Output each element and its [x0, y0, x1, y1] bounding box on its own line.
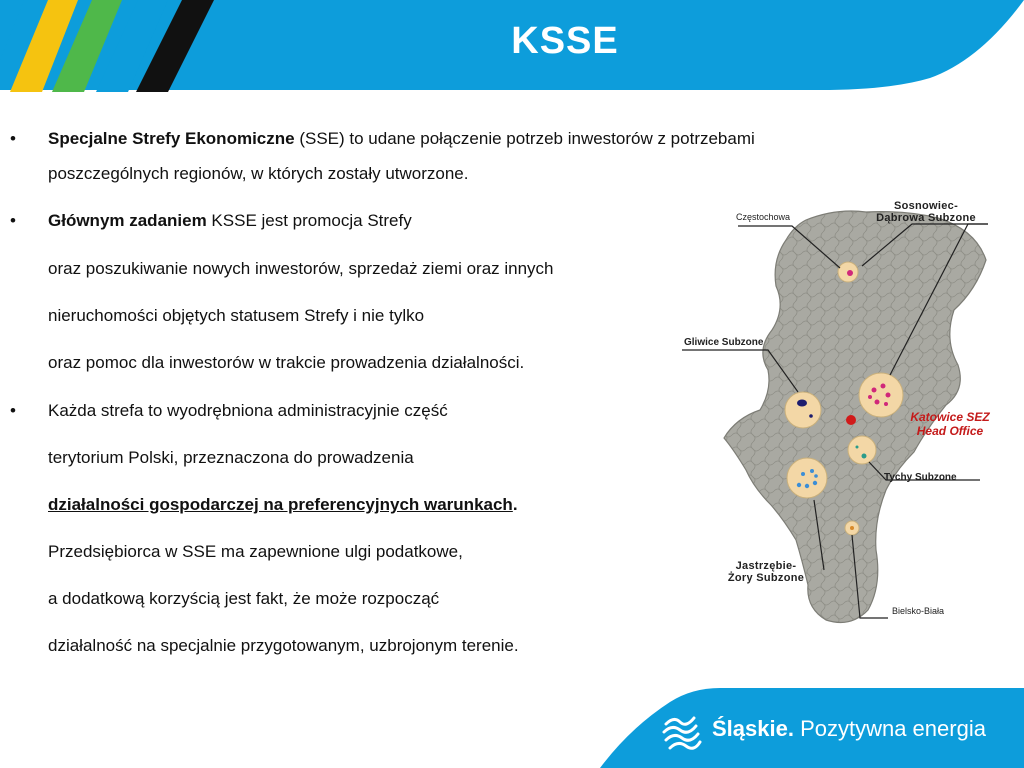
bullet-2-rest: KSSE jest promocja Strefy: [206, 211, 412, 230]
label-katowice-head-office: [904, 410, 996, 438]
label-sosnowiec-line-1: Sosnowiec-: [893, 200, 959, 212]
bullet-2: •: [10, 211, 16, 230]
bullet-2-line-4: oraz pomoc dla inwestorów w trakcie prowadzenia działalności.: [48, 353, 525, 372]
brand-slogan: [712, 716, 986, 742]
label-czestochowa: Częstochowa: [736, 212, 791, 222]
label-jastrzebie-subzone: [708, 560, 824, 584]
brand-tagline: Pozytywna energia: [793, 716, 986, 741]
bullet-2-line-3: nieruchomości objętych statusem Strefy i nie tylko: [48, 306, 425, 325]
label-katowice-line-1: Katowice SEZ: [910, 410, 990, 424]
label-katowice-line-2: Head Office: [916, 424, 984, 438]
bullet-1-bold: Specjalne Strefy Ekonomiczne: [48, 129, 295, 148]
label-sosnowiec-line-2: Dąbrowa Subzone: [876, 212, 976, 224]
ksse-subzones-map: [676, 190, 996, 630]
header-band: [0, 0, 1024, 92]
bullet-3-line-5: a dodatkową korzyścią jest fakt, że może rozpocząć: [48, 589, 440, 608]
bullet-2-bold: Głównym zadaniem: [48, 211, 207, 230]
label-sosnowiec-subzone: [862, 200, 990, 224]
label-jastrzebie-line-1: Jastrzębie-: [735, 560, 797, 572]
footer-band: [600, 688, 1024, 768]
bullet-2-line-1: [48, 210, 412, 232]
label-gliwice-subzone: Gliwice Subzone: [684, 337, 764, 348]
label-bielsko-biala: Bielsko-Biała: [892, 606, 945, 616]
brand-name: Śląskie.: [712, 716, 794, 741]
slide-title: KSSE: [511, 20, 619, 62]
bullet-3-line-3: [48, 494, 518, 516]
bullet-1-line-2: poszczególnych regionów, w których zostały utworzone.: [48, 164, 469, 183]
bullet-1-line-1: [48, 128, 755, 150]
bullet-1: •: [10, 129, 16, 148]
label-tychy-subzone: Tychy Subzone: [884, 472, 957, 483]
bullet-2-line-2: oraz poszukiwanie nowych inwestorów, sprzedaż ziemi oraz innych: [48, 259, 554, 278]
period: .: [512, 495, 518, 514]
bullet-3-line-2: terytorium Polski, przeznaczona do prowadzenia: [48, 448, 414, 467]
bullet-3-line-4: Przedsiębiorca w SSE ma zapewnione ulgi podatkowe,: [48, 542, 463, 561]
bullet-3: •: [10, 401, 16, 420]
bullet-3-line-1: Każda strefa to wyodrębniona administracyjnie część: [48, 401, 448, 420]
bullet-1-rest: (SSE) to udane połączenie potrzeb inwestorów z potrzebami: [294, 129, 755, 148]
bullet-3-line-6: działalność na specjalnie przygotowanym, uzbrojonym terenie.: [48, 636, 519, 655]
label-jastrzebie-line-2: Żory Subzone: [727, 572, 805, 584]
underlined-phrase: działalności gospodarczej na preferencyjnych warunkach: [48, 495, 513, 514]
